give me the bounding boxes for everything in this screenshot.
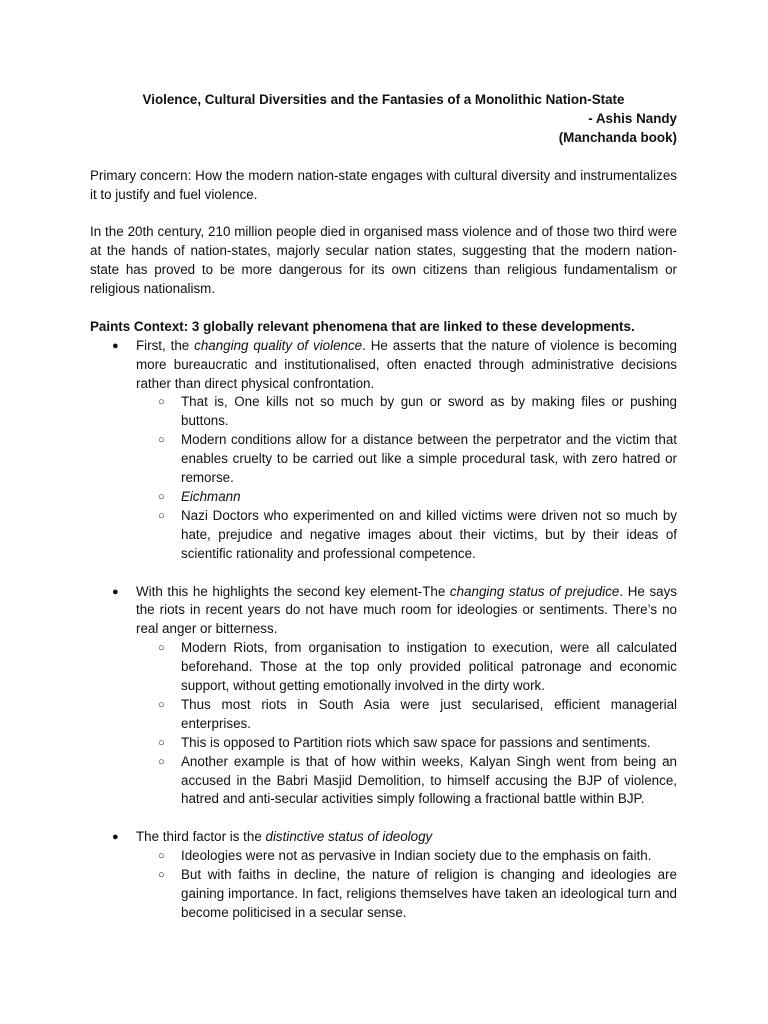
- circle-bullet-icon: ○: [158, 396, 165, 409]
- circle-bullet-icon: ○: [158, 642, 165, 655]
- circle-bullet-icon: ○: [158, 434, 165, 447]
- context-heading: Paints Context: 3 globally relevant phenomena that are linked to these developments.: [90, 318, 635, 334]
- bullet-icon: ●: [112, 585, 119, 598]
- intro-paragraph: In the 20th century, 210 million people died in organised mass violence and of those two third were at the hands of nation-states, majorly secular nation states, suggesting that the modern nation-state has proved to be more dangerous for its own citizens than religious fundamentalism or religious nationalism.: [90, 224, 677, 297]
- list-item: ● The third factor is the distinctive status of ideology ○ Ideologies were not as pervasive in Indian society due to the emphasis on faith. ○ But with faiths in decline, the nature of religion is changing and ideologies are gaining importance. In fact, religions themselves have taken an ideological turn and become politicised in a secular sense.: [90, 828, 677, 923]
- circle-bullet-icon: ○: [158, 698, 165, 711]
- source-line: (Manchanda book): [558, 129, 677, 145]
- sub-list-item: ○ Modern conditions allow for a distance between the perpetrator and the victim that enables cruelty to be carried out like a simple procedural task, with zero hatred or remorse.: [158, 432, 677, 486]
- sub-list-item: ○ Nazi Doctors who experimented on and killed victims were driven not so much by hate, prejudice and negative images about their victims, but by their ideas of scientific rationality and professional competence.: [158, 507, 677, 561]
- circle-bullet-icon: ○: [158, 869, 165, 882]
- sub-list-item: ○ But with faiths in decline, the nature of religion is changing and ideologies are gaining importance. In fact, religions themselves have taken an ideological turn and become politicised in a secular sense.: [158, 867, 677, 920]
- sub-list-item: ○ This is opposed to Partition riots which saw space for passions and sentiments.: [136, 734, 677, 753]
- sub-list-item: ○ Ideologies were not as pervasive in Indian society due to the emphasis on faith.: [136, 847, 677, 866]
- bullet-icon: ●: [112, 831, 119, 844]
- sub-list-item: ○ Eichmann: [136, 488, 677, 507]
- sub-list: [136, 639, 677, 809]
- sub-list: [136, 393, 677, 563]
- circle-bullet-icon: ○: [158, 850, 165, 863]
- circle-bullet-icon: ○: [158, 755, 165, 768]
- circle-bullet-icon: ○: [158, 736, 165, 749]
- list-item: ● With this he highlights the second key element-The changing status of prejudice. He says the riots in recent years do not have much room for ideologies or sentiments. There’s no real anger or bitterness. ○ Modern Riots, from organisation to instigation to execution, were all calculated beforehand. Those at the top only provided political patronage and economic support, without getting emotionally involved in the dirty work. ○ Thus most riots in South Asia were just secularised, efficient managerial enterprises. ○ This is opposed to Partition riots which saw space for passions and sentiments. ○ Another example is that of how within weeks, Kalyan Singh went from being an accused in the Babri Masjid Demolition, to himself accusing the BJP of violence, hatred and anti-secular activities simply following a fractional battle within BJP.: [90, 583, 677, 810]
- bullet-list-3: [90, 828, 677, 923]
- sub-list-item: ○ Thus most riots in South Asia were just secularised, efficient managerial enterprises.: [158, 696, 677, 731]
- list-item: ● First, the changing quality of violence. He asserts that the nature of violence is becoming more bureaucratic and institutionalised, often enacted through administrative decisions rather than direct physical confrontation. ○ That is, One kills not so much by gun or sword as by making files or pushing buttons. ○ Modern conditions allow for a distance between the perpetrator and the victim that enables cruelty to be carried out like a simple procedural task, with zero hatred or remorse. ○ Eichmann ○ Nazi Doctors who experimented on and killed victims were driven not so much by hate, prejudice and negative images about their victims, but by their ideas of scientific rationality and professional competence.: [90, 337, 677, 564]
- sub-list-item: ○ That is, One kills not so much by gun or sword as by making files or pushing buttons.: [158, 394, 677, 429]
- author-line: - Ashis Nandy: [588, 110, 677, 126]
- document-body: [90, 91, 677, 923]
- document-title: Violence, Cultural Diversities and the Fantasies of a Monolithic Nation-State: [142, 92, 625, 107]
- bullet-list-1: [90, 337, 677, 564]
- primary-concern: Primary concern: How the modern nation-state engages with cultural diversity and instrumentalizes it to justify and fuel violence.: [90, 167, 677, 202]
- bullet-list-2: [90, 583, 677, 810]
- bullet-icon: ●: [112, 339, 119, 352]
- sub-list: [136, 847, 677, 923]
- sub-list-item: ○ Modern Riots, from organisation to instigation to execution, were all calculated beforehand. Those at the top only provided political patronage and economic support, without getting emotionally involved in the dirty work.: [158, 640, 677, 694]
- circle-bullet-icon: ○: [158, 490, 165, 503]
- sub-list-item: ○ Another example is that of how within weeks, Kalyan Singh went from being an accused in the Babri Masjid Demolition, to himself accusing the BJP of violence, hatred and anti-secular activities simply following a fractional battle within BJP.: [158, 753, 677, 807]
- circle-bullet-icon: ○: [158, 509, 165, 522]
